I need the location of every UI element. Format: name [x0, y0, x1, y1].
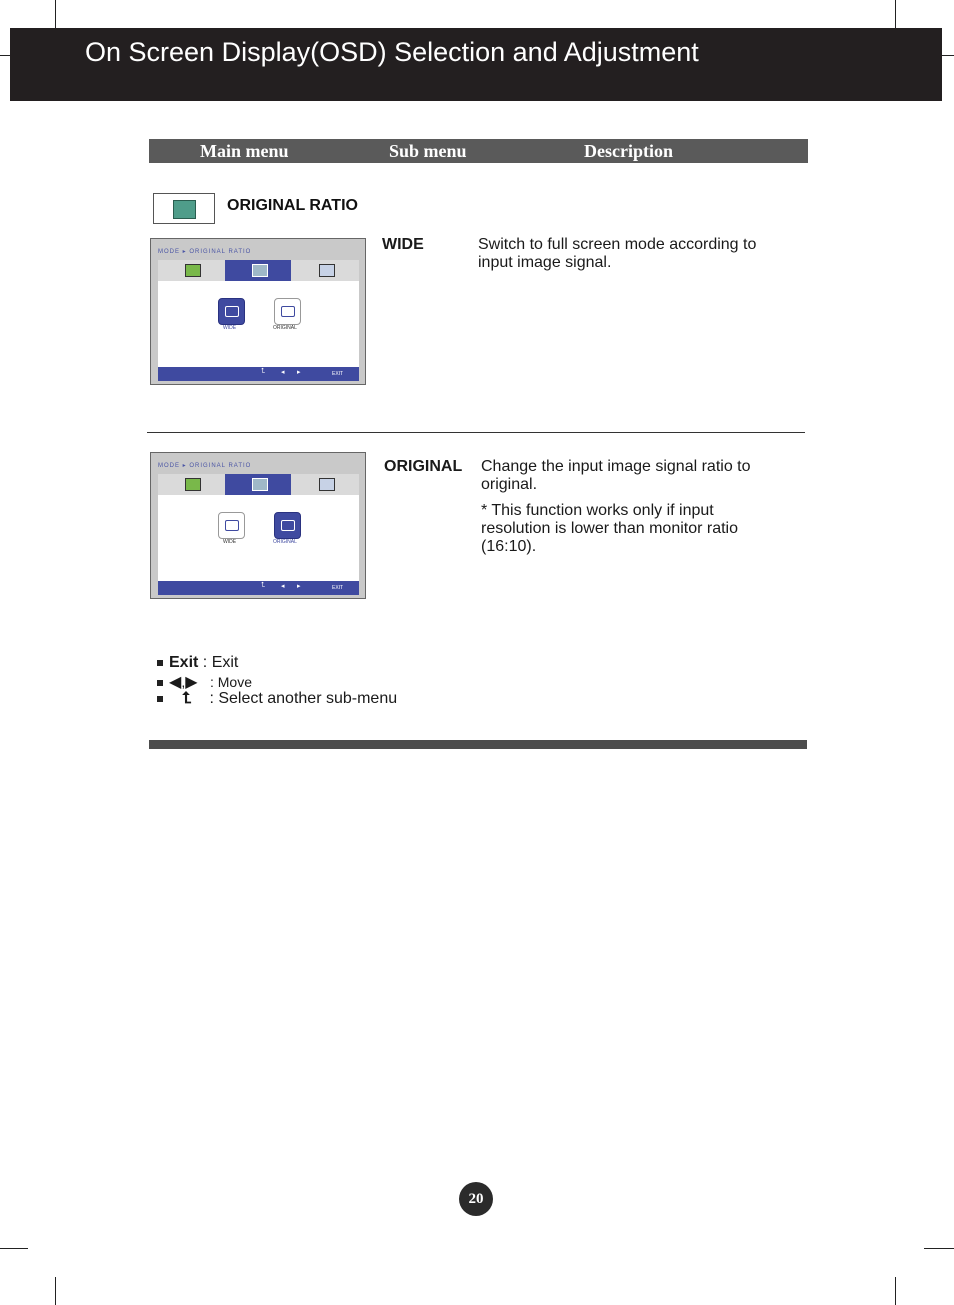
picture-icon — [185, 478, 201, 491]
osd-bottom-bar — [158, 367, 359, 381]
return-icon: ⮤ — [261, 582, 266, 589]
column-sub-menu: Sub menu — [389, 141, 467, 161]
osd-tab-ratio — [225, 474, 291, 495]
osd-preview-original — [150, 452, 366, 599]
wide-option-icon — [218, 298, 245, 325]
original-ratio-icon — [153, 193, 215, 224]
crop-mark — [0, 1248, 28, 1249]
column-main-menu: Main menu — [200, 141, 289, 161]
osd-tab-bar — [158, 260, 359, 281]
left-arrow-icon: ◂ — [281, 369, 285, 376]
crop-mark — [895, 0, 896, 28]
osd-panel — [158, 495, 359, 581]
osd-tab-bar — [158, 474, 359, 495]
legend-move — [157, 672, 252, 692]
osd-breadcrumb: MODE ▸ ORIGINAL RATIO — [158, 249, 252, 255]
osd-tab-reset — [292, 474, 358, 495]
osd-breadcrumb: MODE ▸ ORIGINAL RATIO — [158, 463, 252, 469]
osd-tab-picture — [158, 260, 224, 281]
right-triangle-icon: ▶ — [185, 674, 198, 691]
bullet — [157, 696, 163, 702]
original-ratio-icon — [252, 478, 268, 491]
osd-tab-ratio — [225, 260, 291, 281]
original-option-label: ORIGINAL — [273, 539, 297, 545]
crop-mark — [924, 1248, 954, 1249]
wide-description: Switch to full screen mode according to input image signal. — [478, 236, 757, 271]
crop-mark — [942, 55, 954, 56]
return-icon: ⮤ — [182, 690, 192, 707]
original-option-label: ORIGINAL — [273, 325, 297, 331]
reset-icon — [319, 478, 335, 491]
left-arrow-icon: ◂ — [281, 583, 285, 590]
crop-mark — [0, 55, 10, 56]
wide-option-label: WIDE — [223, 539, 237, 545]
move-text: : Move — [209, 674, 252, 690]
crop-mark — [55, 0, 56, 28]
exit-key: Exit — [169, 654, 199, 671]
original-option-icon — [274, 298, 301, 325]
column-description: Description — [584, 141, 673, 161]
main-menu-label: ORIGINAL RATIO — [227, 197, 358, 214]
crop-mark — [895, 1277, 896, 1305]
reset-icon — [319, 264, 335, 277]
osd-exit-label: EXIT — [332, 585, 344, 591]
original-note: * This function works only if input resolution is lower than monitor ratio (16:10). — [481, 502, 739, 555]
osd-tab-reset — [292, 260, 358, 281]
original-ratio-icon — [252, 264, 268, 277]
legend-exit — [157, 654, 238, 672]
original-description: Change the input image signal ratio to original. — [481, 458, 751, 493]
original-option-icon — [274, 512, 301, 539]
osd-preview-wide — [150, 238, 366, 385]
move-separator: , — [181, 674, 186, 690]
column-header-bar — [149, 139, 808, 163]
sub-menu-wide: WIDE — [382, 236, 424, 253]
page-title: On Screen Display(OSD) Selection and Adjustment — [85, 37, 699, 67]
wide-option-label: WIDE — [223, 325, 237, 331]
wide-option-icon — [218, 512, 245, 539]
select-text: : Select another sub-menu — [209, 690, 398, 707]
right-arrow-icon: ▸ — [297, 583, 301, 590]
osd-tab-picture — [158, 474, 224, 495]
section-divider — [147, 432, 805, 433]
return-icon: ⮤ — [261, 368, 266, 375]
right-arrow-icon: ▸ — [297, 369, 301, 376]
osd-bottom-bar — [158, 581, 359, 595]
exit-text: : Exit — [202, 654, 239, 671]
legend-select — [157, 690, 397, 708]
crop-mark — [55, 1277, 56, 1305]
osd-panel — [158, 281, 359, 367]
bullet — [157, 680, 163, 686]
osd-exit-label: EXIT — [332, 371, 344, 377]
left-triangle-icon: ◀ — [169, 674, 182, 691]
footer-bar — [149, 740, 807, 749]
page-number: 20 — [459, 1182, 493, 1216]
picture-icon — [185, 264, 201, 277]
bullet — [157, 660, 163, 666]
sub-menu-original: ORIGINAL — [384, 458, 463, 475]
